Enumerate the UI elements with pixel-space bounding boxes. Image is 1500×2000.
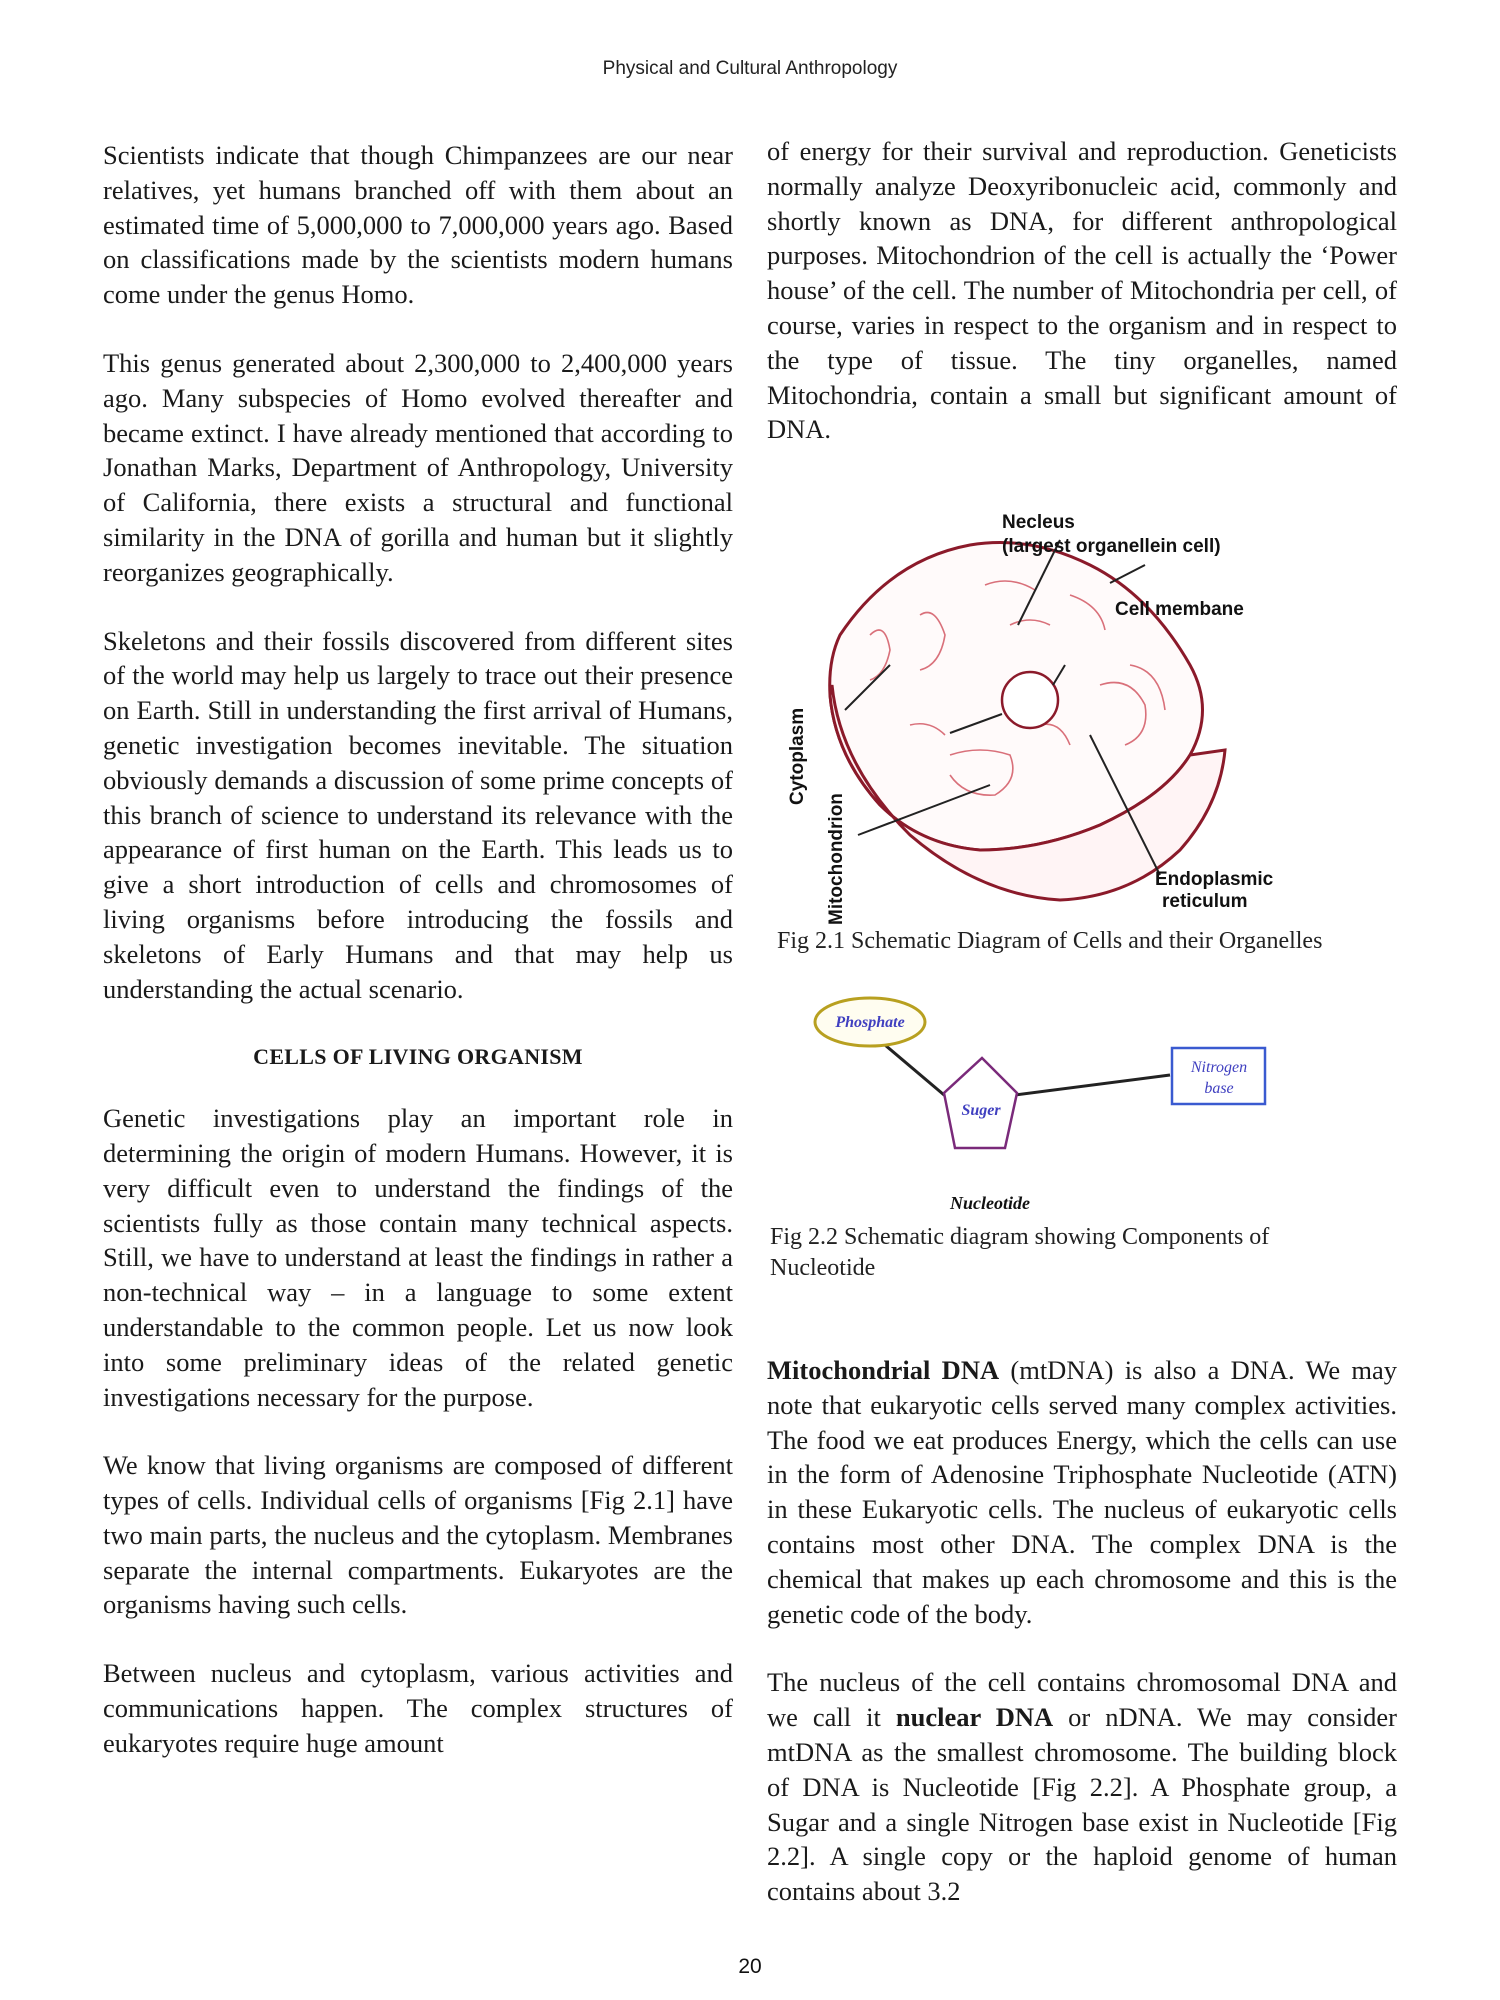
label-nucleus-note: (largest organellein cell) bbox=[1002, 536, 1221, 557]
label-er-line1: Endoplasmic bbox=[1155, 869, 1274, 890]
paragraph-text: or nDNA. We may consider mtDNA as the smallest chromosome. The building block of DNA is Nucleotide [Fig 2.2]. A Phosphate group, a Sugar and a single Nitrogen base exist in Nucleotide [Fig 2.2]. A single copy or the haploid genome of human contains about 3.2 bbox=[767, 1702, 1398, 1907]
paragraph bbox=[767, 1353, 1397, 1631]
paragraph: We know that living organisms are composed of different types of cells. Individual cells of organisms [Fig 2.1] have two main parts, the nucleus and the cytoplasm. Membranes separate the internal compartments. Eukaryotes are the organisms having such cells. bbox=[103, 1450, 733, 1620]
right-column-body bbox=[767, 1353, 1397, 1909]
cell-diagram bbox=[770, 505, 1410, 965]
nucleotide-title: Nucleotide bbox=[950, 1193, 1030, 1213]
label-nucleus: Necleus bbox=[1002, 512, 1075, 533]
phosphate-label: Phosphate bbox=[835, 1014, 905, 1031]
paragraph: Skeletons and their fossils discovered from different sites of the world may help us largely to trace out their presence on Earth. Still in understanding the first arrival of Humans, genetic investigation becomes inevitable. The situation obviously demands a discussion of some prime concepts of this branch of science to understand its relevance with the appearance of first human on the Earth. This leads us to give a short introduction of cells and chromosomes of living organisms before introducing the fossils and skeletons of Early Humans and that may help us understanding the actual scenario. bbox=[103, 625, 733, 1004]
label-er-line2: reticulum bbox=[1162, 891, 1248, 912]
nucleotide-diagram bbox=[770, 985, 1410, 1215]
running-header: Physical and Cultural Anthropology bbox=[602, 58, 898, 79]
label-mitochondrion: Mitochondrion bbox=[826, 793, 847, 925]
paragraph-text: (mtDNA) is also a DNA. We may note that eukaryotic cells served many complex activities. The food we eat produces Energy, which the cells can use in the form of Adenosine Triphosphate Nucleotide (ATN) in these Eukaryotic cells. The nucleus of eukaryotic cells contains most other DNA. The complex DNA is the chemical that makes up each chromosome and this is the genetic code of the body. bbox=[767, 1355, 1398, 1629]
bold-term: nuclear DNA bbox=[895, 1702, 1054, 1733]
paragraph-text: The nucleus of the cell contains chromosomal DNA and we call it bbox=[767, 1667, 1397, 1733]
bond-line bbox=[885, 1045, 950, 1100]
paragraph: This genus generated about 2,300,000 to 2,400,000 years ago. Many subspecies of Homo evolved thereafter and became extinct. I have already mentioned that according to Jonathan Marks, Department of Anthropology, University of California, there exists a structural and functional similarity in the DNA of gorilla and human but it slightly reorganizes geographically. bbox=[103, 347, 733, 587]
nitrogen-label-line2: base bbox=[1204, 1080, 1234, 1097]
sugar-label: Suger bbox=[961, 1102, 1001, 1119]
paragraph: of energy for their survival and reproduction. Geneticists normally analyze Deoxyribonucleic acid, commonly and shortly known as DNA, for different anthropological purposes. Mitochondrion of the cell is actually the ‘Power house’ of the cell. The number of Mitochondria per cell, of course, varies in respect to the organism and in respect to the type of tissue. The tiny organelles, named Mitochondria, contain a small but significant amount of DNA. bbox=[767, 136, 1397, 445]
nucleus-shape bbox=[1002, 672, 1058, 728]
figure-caption: Fig 2.2 Schematic diagram showing Components of Nucleotide bbox=[770, 1224, 1270, 1281]
left-column bbox=[103, 138, 733, 1761]
paragraph: Between nucleus and cytoplasm, various activities and communications happen. The complex structures of eukaryotes require huge amount bbox=[103, 1658, 733, 1758]
paragraph: Scientists indicate that though Chimpanzees are our near relatives, yet humans branched off with them about an estimated time of 5,000,000 to 7,000,000 years ago. Based on classifications made by the scientists modern humans come under the genus Homo. bbox=[103, 140, 733, 310]
paragraph: Genetic investigations play an important role in determining the origin of modern Humans. However, it is very difficult even to understand the findings of the scientists fully as those contain many technical aspects. Still, we have to understand at least the findings in rather a non-technical way – in a language to some extent understandable to the common people. Let us now look into some preliminary ideas of the related genetic investigations necessary for the purpose. bbox=[103, 1103, 733, 1412]
figure-caption: Fig 2.1 Schematic Diagram of Cells and their Organelles bbox=[777, 928, 1323, 954]
bold-term: Mitochondrial DNA bbox=[767, 1355, 1000, 1385]
label-cytoplasm: Cytoplasm bbox=[787, 707, 808, 805]
nitrogen-label-line1: Nitrogen bbox=[1190, 1059, 1248, 1076]
paragraph bbox=[767, 1665, 1397, 1909]
page-number: 20 bbox=[738, 1955, 762, 1978]
label-cell-membrane: Cell membane bbox=[1115, 599, 1244, 620]
bond-line bbox=[1015, 1075, 1170, 1095]
right-column-intro bbox=[767, 134, 1397, 481]
section-heading: CELLS OF LIVING ORGANISM bbox=[253, 1044, 583, 1070]
